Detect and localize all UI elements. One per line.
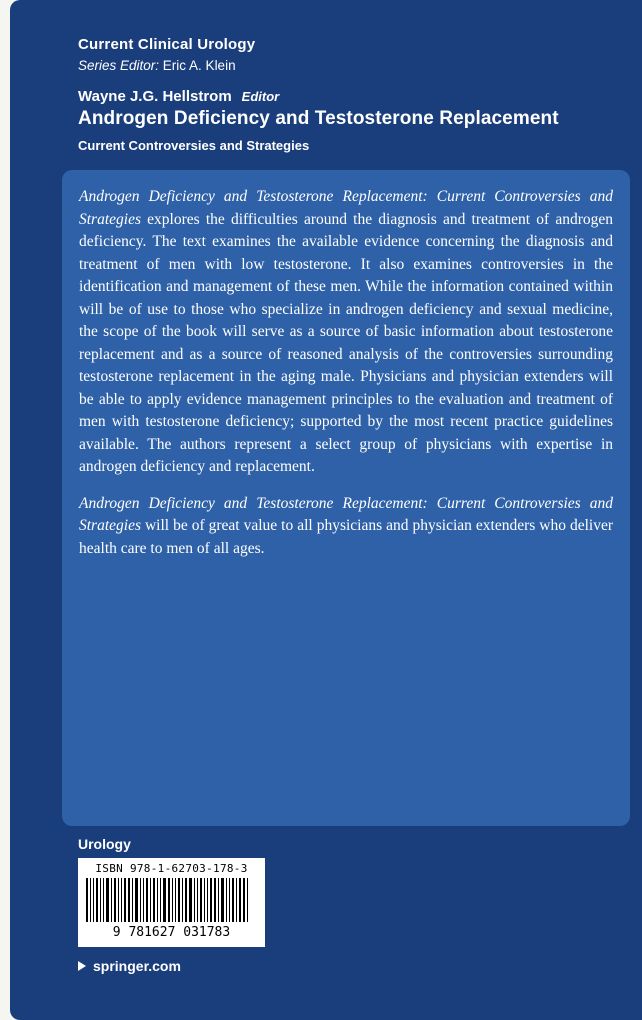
back-cover [10,0,642,1020]
author-line [78,88,279,105]
isbn-label: ISBN 978-1-62703-178-3 [95,862,248,875]
book-title: Androgen Deficiency and Testosterone Replacement [78,108,559,129]
blurb-2-body: will be of great value to all physicians and physician extenders who deliver health care to men of all ages. [79,517,613,557]
editor-label: Editor [241,89,280,104]
barcode-bars [86,878,257,922]
book-subtitle: Current Controversies and Strategies [78,138,310,153]
series-editor-label: Series Editor: [78,58,160,73]
blurb-2-book-title: Androgen Deficiency and Testosterone Replacement: Current Controversies and Strategies [79,494,613,534]
publisher-site: springer.com [93,958,181,974]
series-editor-name: Eric A. Klein [159,58,236,73]
blurb-paragraph-2 [79,493,613,561]
blurb-panel [62,170,630,826]
isbn-barcode-box [78,858,265,947]
series-name: Current Clinical Urology [78,36,256,53]
author-name: Wayne J.G. Hellstrom [78,88,232,105]
category-label: Urology [78,836,131,852]
triangle-right-icon [78,961,86,971]
publisher-line [78,958,181,974]
series-editor-line [78,58,236,73]
blurb-1-book-title: Androgen Deficiency and Testosterone Replacement: Current Controversies and Strategies [79,188,613,228]
isbn-digits: 9 781627 031783 [112,925,231,940]
blurb-1-body: explores the difficulties around the diagnosis and treatment of androgen deficiency. The text examines the available evidence concerning the diagnosis and treatment of men with low testosterone. It also examines controversies in the identification and management of these men. While the information contained within will be of use to those who specialize in androgen deficiency and sexual medicine, the scope of the book will serve as a source of basic information about testosterone replacement and as a source of reasoned analysis of the controversies surrounding testosterone replacement in the aging male. Physicians and physician extenders will be able to apply evidence management principles to the evaluation and treatment of men with testosterone deficiency; supported by the most recent practice guidelines available. The authors represent a select group of physicians with expertise in androgen deficiency and replacement. [79,210,613,475]
blurb-paragraph-1 [79,186,613,479]
